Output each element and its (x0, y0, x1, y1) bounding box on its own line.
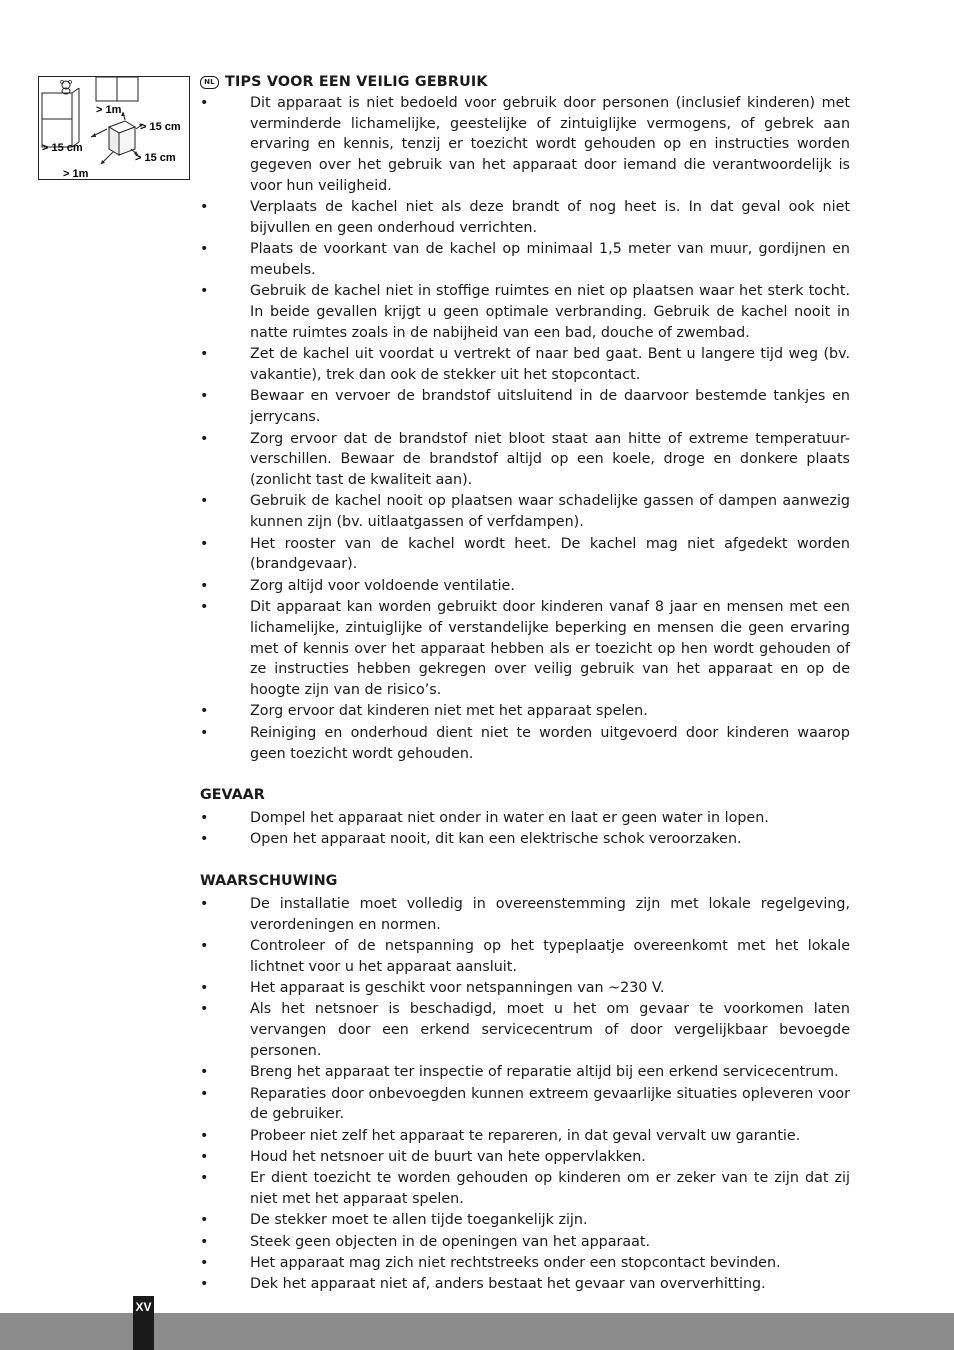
list-item-text: Als het netsnoer is beschadigd, moet u het om gevaar te voorkomen laten vervangen door een erkend servicecentrum of door vergelijkbaar bevoegde personen. (250, 1001, 850, 1060)
list-item (200, 386, 850, 428)
list-item (200, 491, 850, 533)
list-item (200, 723, 850, 765)
page-number: XV (133, 1296, 154, 1350)
safety-instructions (200, 72, 850, 1296)
language-badge: NL (200, 76, 219, 89)
list-item-text: Steek geen objecten in de openingen van het apparaat. (250, 1233, 651, 1250)
list-item-text: Controleer of de netspanning op het typeplaatje overeenkomt met het lokale lichtnet voor u het apparaat aansluit. (250, 938, 850, 975)
bullet-icon: • (200, 1276, 209, 1293)
bullet-icon: • (200, 241, 209, 258)
list-item (200, 894, 850, 936)
bullet-icon: • (200, 810, 209, 827)
bullet-icon: • (200, 980, 209, 997)
list-item-text: Dit apparaat is niet bedoeld voor gebruik door personen (inclusief kinderen) met verminderde lichamelijke, geestelijke of zintuiglijke vermogens, of gebrek aan ervaring en kennis, tenzij er toezicht wordt gehouden op en instructies worden gegeven over het gebruik van het apparaat door iemand die verantwoordelijk is voor hun veiligheid. (250, 94, 850, 194)
list-item-text: Bewaar en vervoer de brandstof uitsluitend in de daarvoor bestemde tankjes en jerrycans. (250, 388, 850, 426)
clearance-diagram (38, 76, 190, 180)
label-left-clearance: > 15 cm (42, 142, 83, 154)
bullet-icon: • (200, 577, 209, 594)
label-front-clearance: > 1m (63, 168, 89, 180)
list-item-text: Gebruik de kachel niet in stoffige ruimtes en niet op plaatsen waar het sterk tocht. In beide gevallen krijgt u geen optimale verbranding. Gebruik de kachel nooit in natte ruimtes zoals in de nabijheid van een bad, douche of zwembad. (250, 283, 850, 342)
list-item (200, 1062, 850, 1083)
list-item (200, 701, 850, 722)
list-item-text: Plaats de voorkant van de kachel op minimaal 1,5 meter van muur, gordijnen en meubels. (250, 241, 850, 279)
list-item-text: Dompel het apparaat niet onder in water en laat er geen water in lopen. (250, 810, 769, 827)
list-item (200, 597, 850, 701)
list-item-text: De stekker moet te allen tijde toegankelijk zijn. (250, 1212, 588, 1229)
bullet-icon: • (200, 199, 209, 216)
list-item (200, 1126, 850, 1147)
bullet-icon: • (200, 1085, 209, 1102)
bullet-icon: • (200, 535, 209, 552)
gevaar-title: GEVAAR (200, 787, 265, 804)
list-item (200, 576, 850, 597)
label-back-clearance: > 15 cm (135, 152, 176, 164)
gevaar-list (200, 808, 850, 850)
bullet-icon: • (200, 831, 209, 848)
bullet-icon: • (200, 895, 209, 912)
list-item-text: Het apparaat is geschikt voor netspanningen van ~230 V. (250, 980, 665, 997)
tips-title: TIPS VOOR EEN VEILIG GEBRUIK (225, 74, 488, 90)
bullet-icon: • (200, 430, 209, 447)
bullet-icon: • (200, 1127, 209, 1144)
list-item-text: Reparaties door onbevoegden kunnen extreem gevaarlijke situaties opleveren voor de gebruiker. (250, 1085, 850, 1123)
list-item-text: Dit apparaat kan worden gebruikt door kinderen vanaf 8 jaar en mensen met een lichamelijke, zintuiglijke of verstandelijke beperking en mensen die geen ervaring met of kennis over het apparaat hebben als er toezicht op hen wordt gehouden of ze instructies hebben gekregen over veilig gebruik van het apparaat en op de hoogte zijn van de risico’s. (250, 598, 850, 699)
bullet-icon: • (200, 388, 209, 405)
section-title-tips (200, 72, 850, 93)
list-item-text: Zorg ervoor dat de brandstof niet bloot staat aan hitte of extreme temperatuur-verschillen. Bewaar de brandstof altijd op een koele, droge en donkere plaats (zonlicht tast de kwaliteit aan). (250, 430, 850, 489)
list-item-text: Houd het netsnoer uit de buurt van hete oppervlakken. (250, 1149, 646, 1166)
list-item (200, 978, 850, 999)
list-item-text: Zorg altijd voor voldoende ventilatie. (250, 577, 515, 594)
list-item (200, 1147, 850, 1168)
list-item-text: Het rooster van de kachel wordt heet. De kachel mag niet afgedekt worden (brandgevaar). (250, 535, 850, 573)
bullet-icon: • (200, 1064, 209, 1081)
list-item (200, 281, 850, 343)
list-item (200, 239, 850, 281)
list-item (200, 829, 850, 850)
list-item (200, 534, 850, 576)
list-item (200, 93, 850, 197)
list-item (200, 1084, 850, 1126)
list-item-text: Gebruik de kachel nooit op plaatsen waar schadelijke gassen of dampen aanwezig kunnen zijn (bv. uitlaatgassen of verfdampen). (250, 493, 850, 531)
bullet-icon: • (200, 598, 209, 615)
list-item (200, 344, 850, 386)
list-item-text: Er dient toezicht te worden gehouden op kinderen om er zeker van te zijn dat zij niet met het apparaat spelen. (250, 1170, 850, 1208)
list-item-text: Breng het apparaat ter inspectie of reparatie altijd bij een erkend servicecentrum. (250, 1064, 839, 1081)
bullet-icon: • (200, 938, 209, 955)
list-item (200, 1253, 850, 1274)
list-item (200, 1168, 850, 1210)
label-right-clearance: > 15 cm (140, 121, 181, 133)
list-item (200, 936, 850, 978)
list-item-text: Reiniging en onderhoud dient niet te worden uitgevoerd door kinderen waarop geen toezicht wordt gehouden. (250, 724, 850, 762)
bullet-icon: • (200, 1233, 209, 1250)
list-item-text: Het apparaat mag zich niet rechtstreeks onder een stopcontact bevinden. (250, 1255, 781, 1272)
list-item (200, 429, 850, 491)
bullet-icon: • (200, 283, 209, 300)
tips-list (200, 93, 850, 765)
list-item-text: Zorg ervoor dat kinderen niet met het apparaat spelen. (250, 703, 648, 720)
list-item-text: Probeer niet zelf het apparaat te repareren, in dat geval vervalt uw garantie. (250, 1127, 801, 1144)
bullet-icon: • (200, 346, 209, 363)
bullet-icon: • (200, 703, 209, 720)
bullet-icon: • (200, 724, 209, 741)
bullet-icon: • (200, 1149, 209, 1166)
waarschuwing-list (200, 894, 850, 1295)
bullet-icon: • (200, 1212, 209, 1229)
list-item (200, 1210, 850, 1231)
bullet-icon: • (200, 1170, 209, 1187)
label-top-clearance: > 1m (96, 104, 122, 116)
list-item-text: De installatie moet volledig in overeenstemming zijn met lokale regelgeving, verordeningen en normen. (250, 895, 850, 933)
list-item (200, 999, 850, 1061)
bullet-icon: • (200, 493, 209, 510)
list-item (200, 1232, 850, 1253)
list-item (200, 197, 850, 239)
list-item (200, 808, 850, 829)
list-item-text: Zet de kachel uit voordat u vertrekt of naar bed gaat. Bent u langere tijd weg (bv. vakantie), trek dan ook de stekker uit het stopcontact. (250, 346, 850, 384)
bullet-icon: • (200, 1001, 209, 1018)
list-item (200, 1274, 850, 1295)
list-item-text: Open het apparaat nooit, dit kan een elektrische schok veroorzaken. (250, 831, 742, 848)
bullet-icon: • (200, 1255, 209, 1272)
bullet-icon: • (200, 94, 209, 111)
waarschuwing-title: WAARSCHUWING (200, 873, 338, 890)
list-item-text: Verplaats de kachel niet als deze brandt of nog heet is. In dat geval ook niet bijvullen en geen onderhoud verrichten. (250, 199, 850, 237)
list-item-text: Dek het apparaat niet af, anders bestaat het gevaar van oververhitting. (250, 1276, 766, 1293)
clearance-diagram-drawing (39, 77, 191, 181)
